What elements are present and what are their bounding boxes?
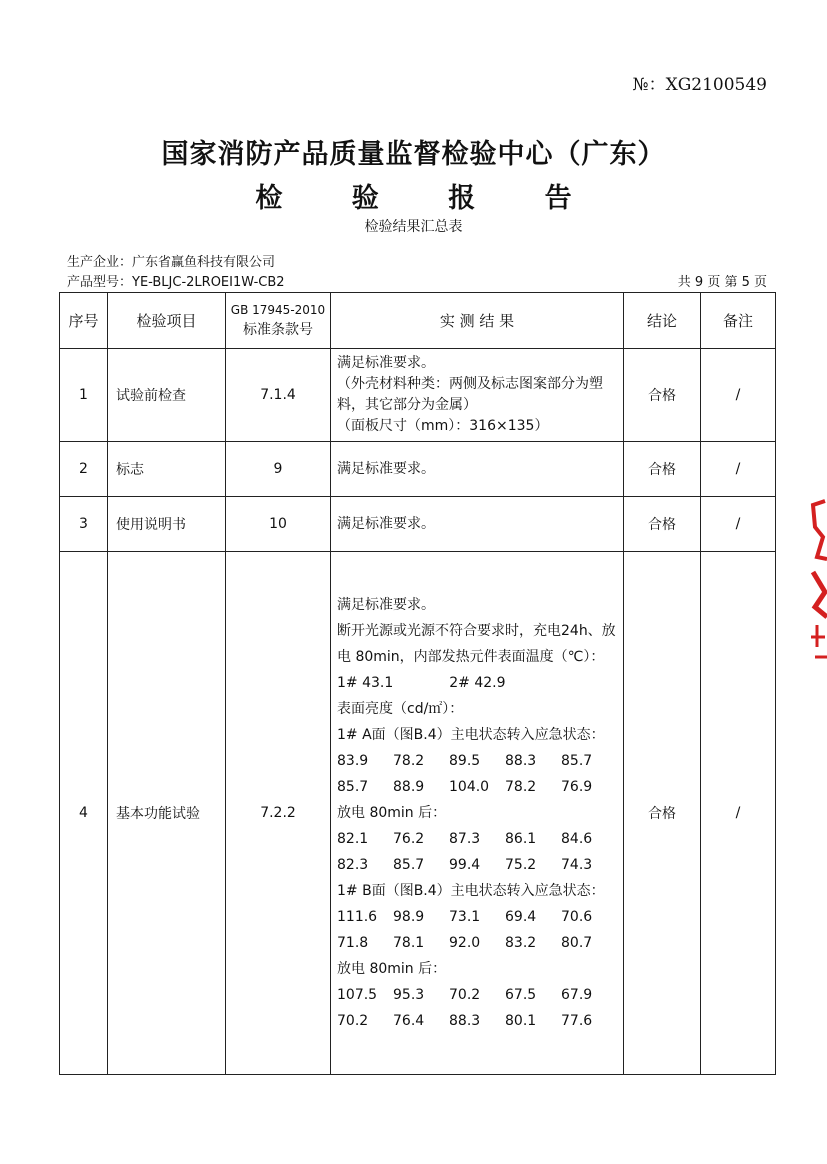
table-row	[60, 442, 776, 497]
value: 82.3	[337, 857, 369, 873]
value: 85.7	[561, 753, 593, 769]
table-header-row	[60, 293, 776, 349]
value: 70.2	[449, 987, 481, 1003]
row-no: 3	[60, 497, 108, 552]
result-line: 1# A面（图B.4）主电状态转入应急状态：	[337, 727, 605, 743]
row-conclusion: 合格	[624, 497, 701, 552]
value: 75.2	[505, 857, 537, 873]
row-result-measurements	[331, 552, 624, 1075]
value: 86.1	[505, 831, 537, 847]
value: 67.9	[561, 987, 593, 1003]
header-remark: 备注	[701, 293, 776, 349]
value: 88.3	[449, 1013, 481, 1029]
row-remark: /	[701, 497, 776, 552]
value-row	[337, 826, 617, 852]
value: 111.6	[337, 909, 378, 925]
header-standard-code: GB 17945-2010	[230, 303, 326, 317]
report-title: 检 验 报 告	[255, 183, 602, 214]
row-remark: /	[701, 349, 776, 442]
row-no: 2	[60, 442, 108, 497]
value: 73.1	[449, 909, 481, 925]
row-conclusion: 合格	[624, 349, 701, 442]
value: 88.3	[505, 753, 537, 769]
row-clause: 7.2.2	[226, 552, 331, 1075]
value: 89.5	[449, 753, 481, 769]
value: 85.7	[393, 857, 425, 873]
result-line: 1# B面（图B.4）主电状态转入应急状态：	[337, 883, 605, 899]
seal-stamp-fragment	[807, 497, 827, 662]
result-line: 1# 43.1 2# 42.9	[337, 675, 506, 691]
result-line: （面板尺寸（mm）：316×135）	[337, 418, 549, 434]
row-item: 标志	[108, 442, 226, 497]
row-clause: 10	[226, 497, 331, 552]
value: 74.3	[561, 857, 593, 873]
row-conclusion: 合格	[624, 442, 701, 497]
manufacturer: 生产企业：广东省赢鱼科技有限公司	[67, 255, 276, 270]
value: 67.5	[505, 987, 537, 1003]
value-row	[337, 982, 617, 1008]
header-item: 检验项目	[108, 293, 226, 349]
value: 82.1	[337, 831, 369, 847]
value: 76.2	[393, 831, 425, 847]
value: 76.4	[393, 1013, 425, 1029]
header-no: 序号	[60, 293, 108, 349]
header-standard	[226, 293, 331, 349]
value-row	[337, 1008, 617, 1034]
value: 78.1	[393, 935, 425, 951]
header-conclusion: 结论	[624, 293, 701, 349]
report-subtitle: 检验结果汇总表	[364, 219, 463, 235]
value-row	[337, 748, 617, 774]
value: 80.1	[505, 1013, 537, 1029]
table-row	[60, 497, 776, 552]
value: 69.4	[505, 909, 537, 925]
value: 76.9	[561, 779, 593, 795]
row-result	[331, 442, 624, 497]
row-clause: 7.1.4	[226, 349, 331, 442]
value-row	[337, 774, 617, 800]
row-no: 4	[60, 552, 108, 1075]
header-result: 实 测 结 果	[331, 293, 624, 349]
value: 95.3	[393, 987, 425, 1003]
organization-title: 国家消防产品质量监督检验中心（广东）	[161, 139, 666, 170]
value-row	[337, 852, 617, 878]
value: 83.9	[337, 753, 369, 769]
result-line: （外壳材料种类：两侧及标志图案部分为塑料，其它部分为金属）	[337, 376, 603, 413]
row-clause: 9	[226, 442, 331, 497]
row-remark: /	[701, 552, 776, 1075]
product-model: 产品型号：YE-BLJC-2LROEⅠ1W-CB2	[67, 275, 285, 290]
value: 92.0	[449, 935, 481, 951]
value: 85.7	[337, 779, 369, 795]
value: 88.9	[393, 779, 425, 795]
value: 70.2	[337, 1013, 369, 1029]
table-row	[60, 552, 776, 1075]
row-conclusion: 合格	[624, 552, 701, 1075]
value: 98.9	[393, 909, 425, 925]
value-row	[337, 904, 617, 930]
header-standard-clause: 标准条款号	[243, 322, 313, 338]
value: 83.2	[505, 935, 537, 951]
table-row	[60, 349, 776, 442]
row-item: 使用说明书	[108, 497, 226, 552]
value: 104.0	[449, 779, 490, 795]
result-line: 满足标准要求。	[337, 355, 435, 371]
value: 107.5	[337, 987, 378, 1003]
value: 77.6	[561, 1013, 593, 1029]
result-line: 满足标准要求。	[337, 460, 435, 477]
row-item: 试验前检查	[108, 349, 226, 442]
value: 70.6	[561, 909, 593, 925]
value: 78.2	[505, 779, 537, 795]
result-line: 放电 80min 后：	[337, 805, 447, 821]
result-line: 满足标准要求。	[337, 515, 435, 532]
row-result	[331, 349, 624, 442]
value: 71.8	[337, 935, 369, 951]
value: 87.3	[449, 831, 481, 847]
page-indicator: 共 9 页 第 5 页	[677, 275, 767, 290]
value: 80.7	[561, 935, 593, 951]
document-number: №：XG2100549	[632, 75, 767, 95]
row-result	[331, 497, 624, 552]
value: 78.2	[393, 753, 425, 769]
row-item: 基本功能试验	[108, 552, 226, 1075]
result-line: 表面亮度（cd/㎡）：	[337, 701, 464, 717]
results-table	[59, 292, 776, 1075]
row-remark: /	[701, 442, 776, 497]
value-row	[337, 930, 617, 956]
result-line: 断开光源或光源不符合要求时，充电24h、放电 80min，内部发热元件表面温度（℃）：	[337, 623, 616, 665]
result-line: 放电 80min 后：	[337, 961, 447, 977]
value: 99.4	[449, 857, 481, 873]
row-no: 1	[60, 349, 108, 442]
value: 84.6	[561, 831, 593, 847]
result-line: 满足标准要求。	[337, 597, 435, 613]
